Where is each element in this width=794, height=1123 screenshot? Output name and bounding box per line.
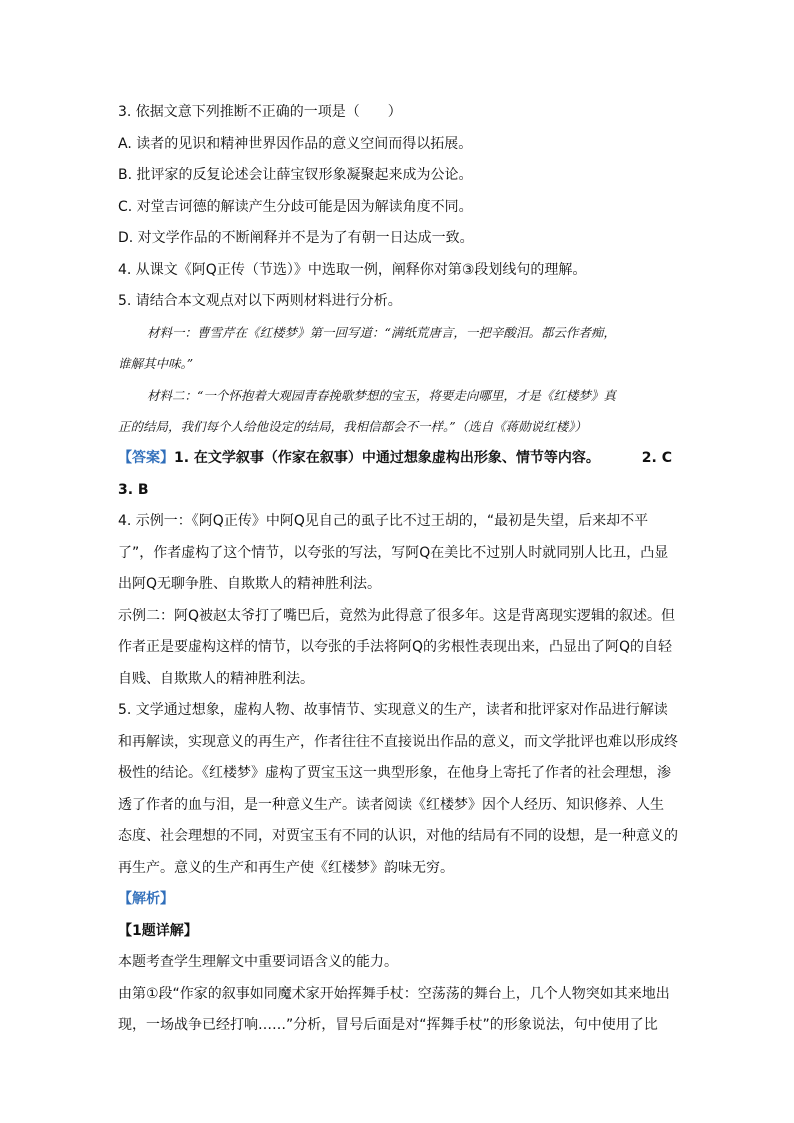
answer-4-line-5: 作者正是要虚构这样的情节，以夸张的手法将阿Q的劣根性表现出来，凸显出了阿Q的自轻 bbox=[118, 639, 673, 655]
analysis-line-3: 现，一场战争已经打响……”分析，冒号后面是对“挥舞手杖”的形象说法，句中使用了比 bbox=[118, 1017, 658, 1033]
answer-4-line-2: 了”，作者虚构了这个情节，以夸张的写法，写阿Q在美比不过别人时就同别人比丑，凸显 bbox=[118, 544, 669, 561]
material-1-line-2: 谁解其中味。” bbox=[118, 356, 194, 371]
answer-5-line-4: 透了作者的血与泪，是一种意义生产。读者阅读《红楼梦》因个人经历、知识修养、人生 bbox=[118, 796, 664, 813]
answer-1: 1. 在文学叙事（作家在叙事）中通过想象虚构出形象、情节等内容。 bbox=[174, 450, 600, 466]
analysis-tag: 【解析】 bbox=[118, 891, 174, 907]
option-b: B. 批评家的反复论述会让薛宝钗形象凝聚起来成为公论。 bbox=[118, 167, 473, 183]
answer-5-line-5: 态度、社会理想的不同，对贾宝玉有不同的认识，对他的结局有不同的设想，是一种意义的 bbox=[118, 828, 678, 844]
answer-tag: 【答案】 bbox=[118, 450, 174, 466]
answer-5-line-1: 5. 文学通过想象，虚构人物、故事情节、实现意义的生产，读者和批评家对作品进行解读 bbox=[118, 702, 668, 718]
analysis-line-1: 本题考查学生理解文中重要词语含义的能力。 bbox=[118, 954, 398, 970]
answer-5-line-3: 极性的结论。《红楼梦》虚构了贾宝玉这一典型形象，在他身上寄托了作者的社会理想，渗 bbox=[118, 765, 671, 781]
question-3: 3. 依据文意下列推断不正确的一项是（ ） bbox=[118, 104, 402, 120]
answer-row-1 bbox=[118, 448, 672, 468]
question-4: 4. 从课文《阿Q正传（节选）》中选取一例，阐释你对第③段划线句的理解。 bbox=[118, 261, 587, 278]
analysis-subheading-1: 【1题详解】 bbox=[118, 922, 198, 939]
material-2-line-1: 材料二：“一个怀抱着大观园青春挽歌梦想的宝玉，将要走向哪里，才是《红楼梦》真 bbox=[147, 388, 616, 403]
answer-4-line-1: 4. 示例一：《阿Q正传》中阿Q见自己的虱子比不过王胡的，“最初是失望，后来却不平 bbox=[118, 513, 649, 529]
question-5: 5. 请结合本文观点对以下两则材料进行分析。 bbox=[118, 293, 402, 309]
answer-line-1 bbox=[118, 448, 600, 468]
document-page bbox=[118, 102, 678, 1047]
option-c: C. 对堂吉诃德的解读产生分歧可能是因为解读角度不同。 bbox=[118, 198, 473, 215]
material-2-line-2: 正的结局，我们每个人给他设定的结局，我相信都会不一样。”（选自《蒋勋说红楼》） bbox=[118, 419, 587, 434]
answer-4-line-3: 出阿Q无聊争胜、自欺欺人的精神胜利法。 bbox=[118, 576, 382, 592]
option-d: D. 对文学作品的不断阐释并不是为了有朝一日达成一致。 bbox=[118, 230, 474, 246]
analysis-line-2: 由第①段“作家的叙事如同魔术家开始挥舞手杖：空荡荡的舞台上，几个人物突如其来地出 bbox=[118, 985, 670, 1002]
answer-2: 2. C bbox=[641, 450, 672, 466]
material-1-line-1: 材料一：曹雪芹在《红楼梦》第一回写道：“满纸荒唐言，一把辛酸泪。都云作者痴， bbox=[147, 325, 616, 340]
answer-5-line-2: 和再解读，实现意义的再生产，作者往往不直接说出作品的意义，而文学批评也难以形成终 bbox=[118, 733, 678, 750]
option-a: A. 读者的见识和精神世界因作品的意义空间而得以拓展。 bbox=[118, 135, 473, 152]
answer-4-line-4: 示例二：阿Q被赵太爷打了嘴巴后，竟然为此得意了很多年。这是背离现实逻辑的叙述。但 bbox=[118, 607, 676, 624]
answer-3: 3. B bbox=[118, 481, 149, 498]
answer-5-line-6: 再生产。意义的生产和再生产使《红楼梦》韵味无穷。 bbox=[118, 859, 454, 876]
answer-4-line-6: 自贱、自欺欺人的精神胜利法。 bbox=[118, 670, 314, 687]
